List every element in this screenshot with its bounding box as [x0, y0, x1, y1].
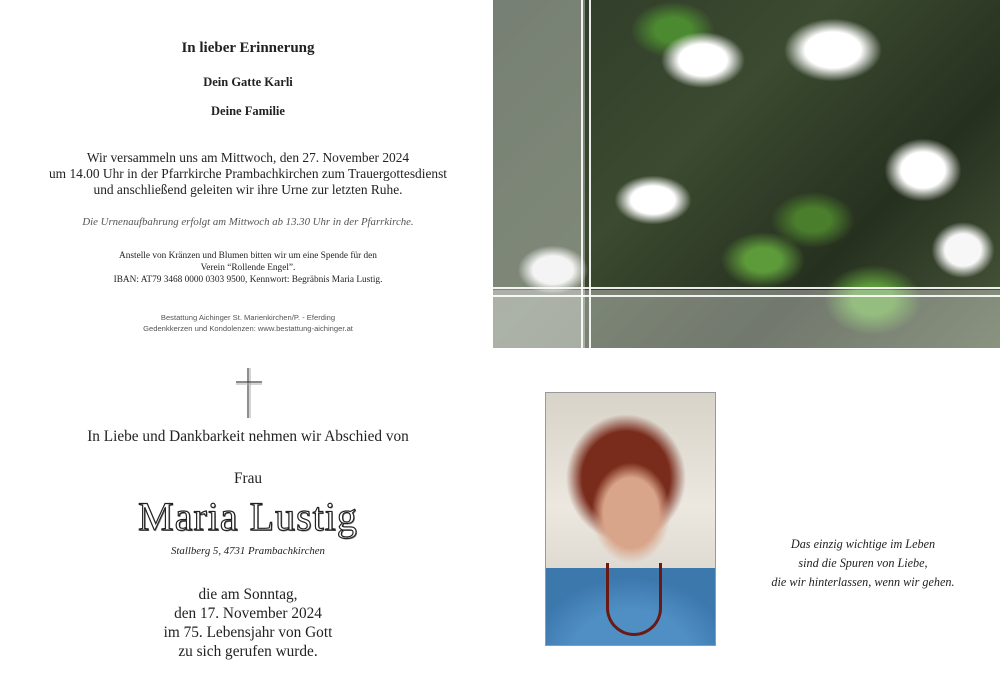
death-line: die am Sonntag,	[198, 586, 298, 603]
farewell-line: In Liebe und Dankbarkeit nehmen wir Abschied von	[87, 428, 409, 445]
address: Stallberg 5, 4731 Prambachkirchen	[171, 545, 325, 557]
deceased-name: Maria Lustig	[138, 494, 358, 539]
frame-line	[493, 295, 1000, 297]
quote-line: sind die Spuren von Liebe,	[798, 556, 928, 570]
donation-line: Verein “Rollende Engel”.	[200, 263, 296, 273]
service-line: um 14.00 Uhr in der Pfarrkirche Prambachkirchen zum Trauergottesdienst	[48, 166, 448, 181]
service-info	[0, 150, 496, 198]
donation-info	[0, 250, 496, 286]
donation-line: Anstelle von Kränzen und Blumen bitten wir um eine Spende für den	[119, 251, 377, 261]
memorial-quote	[728, 535, 998, 592]
quote-line: die wir hinterlassen, wenn wir gehen.	[771, 575, 955, 589]
family-line: Deine Familie	[211, 104, 285, 118]
urn-note: Die Urnenaufbahrung erfolgt am Mittwoch ab 13.30 Uhr in der Pfarrkirche.	[82, 216, 414, 228]
donation-line: IBAN: AT79 3468 0000 0303 9500, Kennwort: Begräbnis Maria Lustig.	[113, 275, 383, 285]
portrait-photo	[545, 392, 716, 646]
death-line: den 17. November 2024	[174, 605, 322, 622]
funeral-home-line: Gedenkkerzen und Kondolenzen: www.bestattung-aichinger.at	[143, 324, 353, 333]
death-info	[0, 585, 496, 661]
funeral-home-line: Bestattung Aichinger St. Marienkirchen/P. - Eferding	[160, 313, 336, 322]
portrait-necklace	[606, 563, 662, 636]
invitation-panel	[0, 0, 496, 350]
service-line: Wir versammeln uns am Mittwoch, den 27. November 2024	[86, 150, 410, 165]
quote-line: Das einzig wichtige im Leben	[790, 537, 936, 551]
funeral-home-info	[0, 312, 496, 334]
death-line: im 75. Lebensjahr von Gott	[163, 624, 333, 641]
frame-line	[493, 287, 1000, 289]
cross-icon	[234, 368, 264, 418]
photo-overlay	[493, 290, 1000, 348]
memory-title: In lieber Erinnerung	[181, 40, 315, 56]
service-line: und anschließend geleiten wir ihre Urne zur letzten Ruhe.	[93, 182, 403, 197]
blossom-photo	[493, 0, 1000, 348]
salutation: Frau	[233, 470, 263, 487]
husband-line: Dein Gatte Karli	[203, 75, 293, 89]
death-line: zu sich gerufen wurde.	[178, 643, 318, 660]
